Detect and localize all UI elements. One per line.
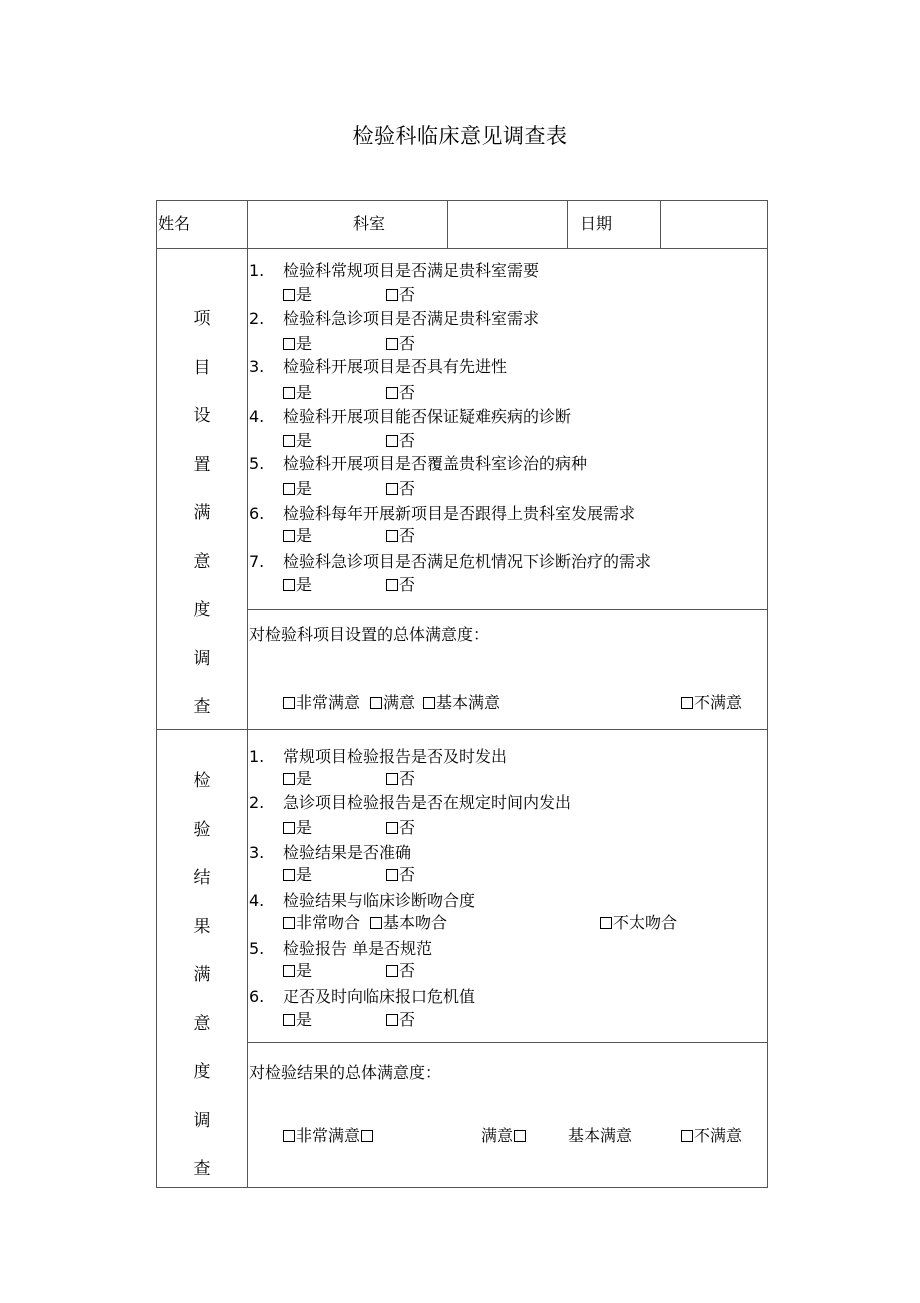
- question-text: 疋否及时向临床报口危机值: [283, 987, 476, 1006]
- no-checkbox[interactable]: [386, 961, 415, 981]
- page-title: 检验科临床意见调查表: [352, 124, 568, 148]
- checkbox-icon: [283, 387, 295, 399]
- side-char: 果: [193, 916, 211, 937]
- option-label: 否: [399, 285, 416, 304]
- side-char: 满: [193, 503, 211, 523]
- no-checkbox[interactable]: [386, 334, 415, 354]
- question: [249, 987, 475, 1007]
- option-label: 是: [296, 431, 313, 450]
- question-text: 检验科每年开展新项目是否跟得上贵科室发展需求: [283, 504, 636, 523]
- option-label: 是: [296, 334, 313, 353]
- checkbox-icon: [283, 917, 295, 929]
- checkbox-icon: [283, 822, 295, 834]
- question: [249, 407, 571, 427]
- checkbox-icon: [283, 579, 295, 591]
- checkbox-icon: [386, 483, 398, 495]
- option-label: 否: [399, 961, 416, 980]
- section1-side-label: [157, 309, 247, 746]
- option-label: 是: [296, 961, 313, 980]
- section2-overall-label: 对检验结果的总体满意度：: [249, 1063, 442, 1082]
- question-text: 急诊项目检验报告是否在规定时间内发出: [283, 793, 572, 812]
- question-text: 检验报告 单是否规范: [283, 939, 433, 958]
- option-label: 否: [399, 865, 416, 884]
- yes-checkbox[interactable]: [283, 1010, 312, 1030]
- option-label: 不满意: [694, 1126, 743, 1145]
- question-text: 检验科开展项目是否具有先进性: [283, 357, 508, 376]
- yes-checkbox[interactable]: [283, 285, 312, 305]
- side-char: 度: [193, 1062, 211, 1082]
- basic-satisfied-checkbox[interactable]: [423, 693, 500, 713]
- checkbox-icon: [370, 917, 382, 929]
- checkbox-icon: [386, 435, 398, 447]
- checkbox-icon: [514, 1130, 526, 1142]
- option-label: 否: [399, 431, 416, 450]
- question: [249, 357, 507, 377]
- no-checkbox[interactable]: [386, 285, 415, 305]
- yes-checkbox[interactable]: [283, 818, 312, 838]
- yes-checkbox[interactable]: [283, 865, 312, 885]
- checkbox-icon: [283, 1014, 295, 1026]
- no-checkbox[interactable]: [386, 431, 415, 451]
- question: [249, 891, 475, 911]
- option-label: 基本满意: [568, 1126, 633, 1145]
- no-checkbox[interactable]: [386, 383, 415, 403]
- checkbox-icon: [361, 1130, 373, 1142]
- question: [249, 939, 432, 959]
- checkbox-icon: [423, 697, 435, 709]
- question-number: 2.: [249, 793, 265, 812]
- very-satisfied-checkbox[interactable]: [283, 693, 360, 713]
- option-label: 否: [399, 334, 416, 353]
- option-label: 否: [399, 575, 416, 594]
- checkbox-icon: [283, 773, 295, 785]
- basic-satisfied-checkbox[interactable]: [568, 1126, 632, 1146]
- side-char: 验: [193, 819, 211, 840]
- no-checkbox[interactable]: [386, 818, 415, 838]
- yes-checkbox[interactable]: [283, 383, 312, 403]
- option-label: 否: [399, 383, 416, 402]
- divider: [248, 1042, 767, 1043]
- checkbox-icon: [386, 387, 398, 399]
- question: [249, 454, 587, 474]
- divider: [567, 201, 568, 248]
- side-char: 检: [193, 771, 211, 791]
- no-checkbox[interactable]: [386, 526, 415, 546]
- question-text: 检验结果是否准确: [283, 843, 412, 862]
- option-label: 是: [296, 865, 313, 884]
- question-number: 5.: [249, 454, 265, 473]
- checkbox-icon: [283, 697, 295, 709]
- date-label: 日期: [580, 214, 613, 233]
- side-char: 意: [193, 1013, 211, 1034]
- no-checkbox[interactable]: [386, 1010, 415, 1030]
- question-text: 检验科急诊项目是否满足贵科室需求: [283, 309, 540, 328]
- poor-match-checkbox[interactable]: [600, 913, 677, 933]
- question-number: 1.: [249, 747, 265, 766]
- question-number: 4.: [249, 407, 265, 426]
- question-text: 检验科常规项目是否满足贵科室需要: [283, 261, 540, 280]
- option-label: 是: [296, 383, 313, 402]
- option-label: 否: [399, 769, 416, 788]
- option-label: 是: [296, 818, 313, 837]
- option-label: 非常满意: [296, 1126, 361, 1145]
- no-checkbox[interactable]: [386, 479, 415, 499]
- option-label: 否: [399, 818, 416, 837]
- option-label: 非常满意: [296, 693, 361, 712]
- name-field[interactable]: [248, 201, 447, 248]
- no-checkbox[interactable]: [386, 575, 415, 595]
- checkbox-icon: [283, 435, 295, 447]
- option-label: 满意: [481, 1126, 514, 1145]
- side-char: 意: [193, 551, 211, 572]
- option-label: 是: [296, 526, 313, 545]
- divider: [247, 201, 248, 1187]
- checkbox-icon: [386, 965, 398, 977]
- checkbox-icon: [283, 289, 295, 301]
- side-char: 查: [193, 1159, 211, 1179]
- checkbox-icon: [386, 822, 398, 834]
- yes-checkbox[interactable]: [283, 769, 312, 789]
- question-number: 6.: [249, 504, 265, 523]
- very-satisfied-checkbox[interactable]: [283, 1126, 374, 1146]
- name-label: 姓名: [158, 214, 191, 233]
- survey-table: [156, 200, 768, 1188]
- yes-checkbox[interactable]: [283, 479, 312, 499]
- date-field[interactable]: [661, 201, 767, 248]
- question-text: 检验科开展项目能否保证疑难疾病的诊断: [283, 407, 572, 426]
- side-char: 调: [193, 1110, 211, 1131]
- not-satisfied-checkbox[interactable]: [681, 693, 742, 713]
- checkbox-icon: [283, 965, 295, 977]
- checkbox-icon: [370, 697, 382, 709]
- checkbox-icon: [600, 917, 612, 929]
- yes-checkbox[interactable]: [283, 334, 312, 354]
- question: [249, 261, 539, 281]
- option-label: 否: [399, 1010, 416, 1029]
- side-char: 查: [193, 697, 211, 717]
- side-char: 目: [193, 357, 211, 378]
- question-number: 3.: [249, 357, 265, 376]
- checkbox-icon: [386, 869, 398, 881]
- option-label: 是: [296, 1010, 313, 1029]
- checkbox-icon: [283, 1130, 295, 1142]
- satisfied-checkbox[interactable]: [370, 693, 415, 713]
- option-label: 基本吻合: [383, 913, 448, 932]
- yes-checkbox[interactable]: [283, 526, 312, 546]
- checkbox-icon: [386, 338, 398, 350]
- side-char: 置: [193, 454, 211, 475]
- question: [249, 504, 635, 524]
- option-label: 基本满意: [436, 693, 501, 712]
- checkbox-icon: [386, 1014, 398, 1026]
- dept-field[interactable]: [448, 201, 567, 248]
- checkbox-icon: [283, 869, 295, 881]
- side-char: 项: [193, 309, 211, 329]
- no-checkbox[interactable]: [386, 769, 415, 789]
- side-char: 调: [193, 648, 211, 669]
- question-text: 检验科开展项目是否覆盖贵科室诊治的病种: [283, 454, 588, 473]
- divider: [157, 729, 767, 730]
- question-number: 7.: [249, 552, 265, 571]
- question: [249, 309, 539, 329]
- question-number: 1.: [249, 261, 265, 280]
- checkbox-icon: [283, 483, 295, 495]
- question-number: 2.: [249, 309, 265, 328]
- question: [249, 747, 507, 767]
- option-label: 否: [399, 479, 416, 498]
- option-label: 否: [399, 526, 416, 545]
- very-match-checkbox[interactable]: [283, 913, 360, 933]
- question-text: 常规项目检验报告是否及时发出: [283, 747, 508, 766]
- side-char: 度: [193, 600, 211, 620]
- question: [249, 843, 411, 863]
- question-number: 5.: [249, 939, 265, 958]
- checkbox-icon: [681, 697, 693, 709]
- checkbox-icon: [386, 773, 398, 785]
- no-checkbox[interactable]: [386, 865, 415, 885]
- yes-checkbox[interactable]: [283, 431, 312, 451]
- option-label: 不满意: [694, 693, 743, 712]
- dept-label: 科室: [353, 214, 386, 233]
- yes-checkbox[interactable]: [283, 575, 312, 595]
- section2-side-label: [157, 771, 247, 1208]
- option-label: 是: [296, 479, 313, 498]
- yes-checkbox[interactable]: [283, 961, 312, 981]
- checkbox-icon: [386, 289, 398, 301]
- checkbox-icon: [283, 530, 295, 542]
- option-label: 是: [296, 285, 313, 304]
- divider: [157, 248, 767, 249]
- question-number: 3.: [249, 843, 265, 862]
- side-char: 设: [193, 406, 211, 426]
- question: [249, 793, 571, 813]
- question-text: 检验结果与临床诊断吻合度: [283, 891, 476, 910]
- not-satisfied-checkbox[interactable]: [681, 1126, 742, 1146]
- divider: [248, 609, 767, 610]
- question-number: 4.: [249, 891, 265, 910]
- option-label: 是: [296, 769, 313, 788]
- side-char: 满: [193, 965, 211, 985]
- option-label: 满意: [383, 693, 416, 712]
- checkbox-icon: [386, 530, 398, 542]
- question: [249, 552, 651, 572]
- question-number: 6.: [249, 987, 265, 1006]
- satisfied-checkbox[interactable]: [481, 1126, 527, 1146]
- section1-overall-label: 对检验科项目设置的总体满意度：: [249, 625, 490, 644]
- question-text: 检验科急诊项目是否满足危机情况下诊断治疗的需求: [283, 552, 652, 571]
- checkbox-icon: [681, 1130, 693, 1142]
- option-label: 非常吻合: [296, 913, 361, 932]
- option-label: 是: [296, 575, 313, 594]
- side-char: 结: [193, 868, 211, 888]
- basic-match-checkbox[interactable]: [370, 913, 447, 933]
- checkbox-icon: [386, 579, 398, 591]
- checkbox-icon: [283, 338, 295, 350]
- option-label: 不太吻合: [613, 913, 678, 932]
